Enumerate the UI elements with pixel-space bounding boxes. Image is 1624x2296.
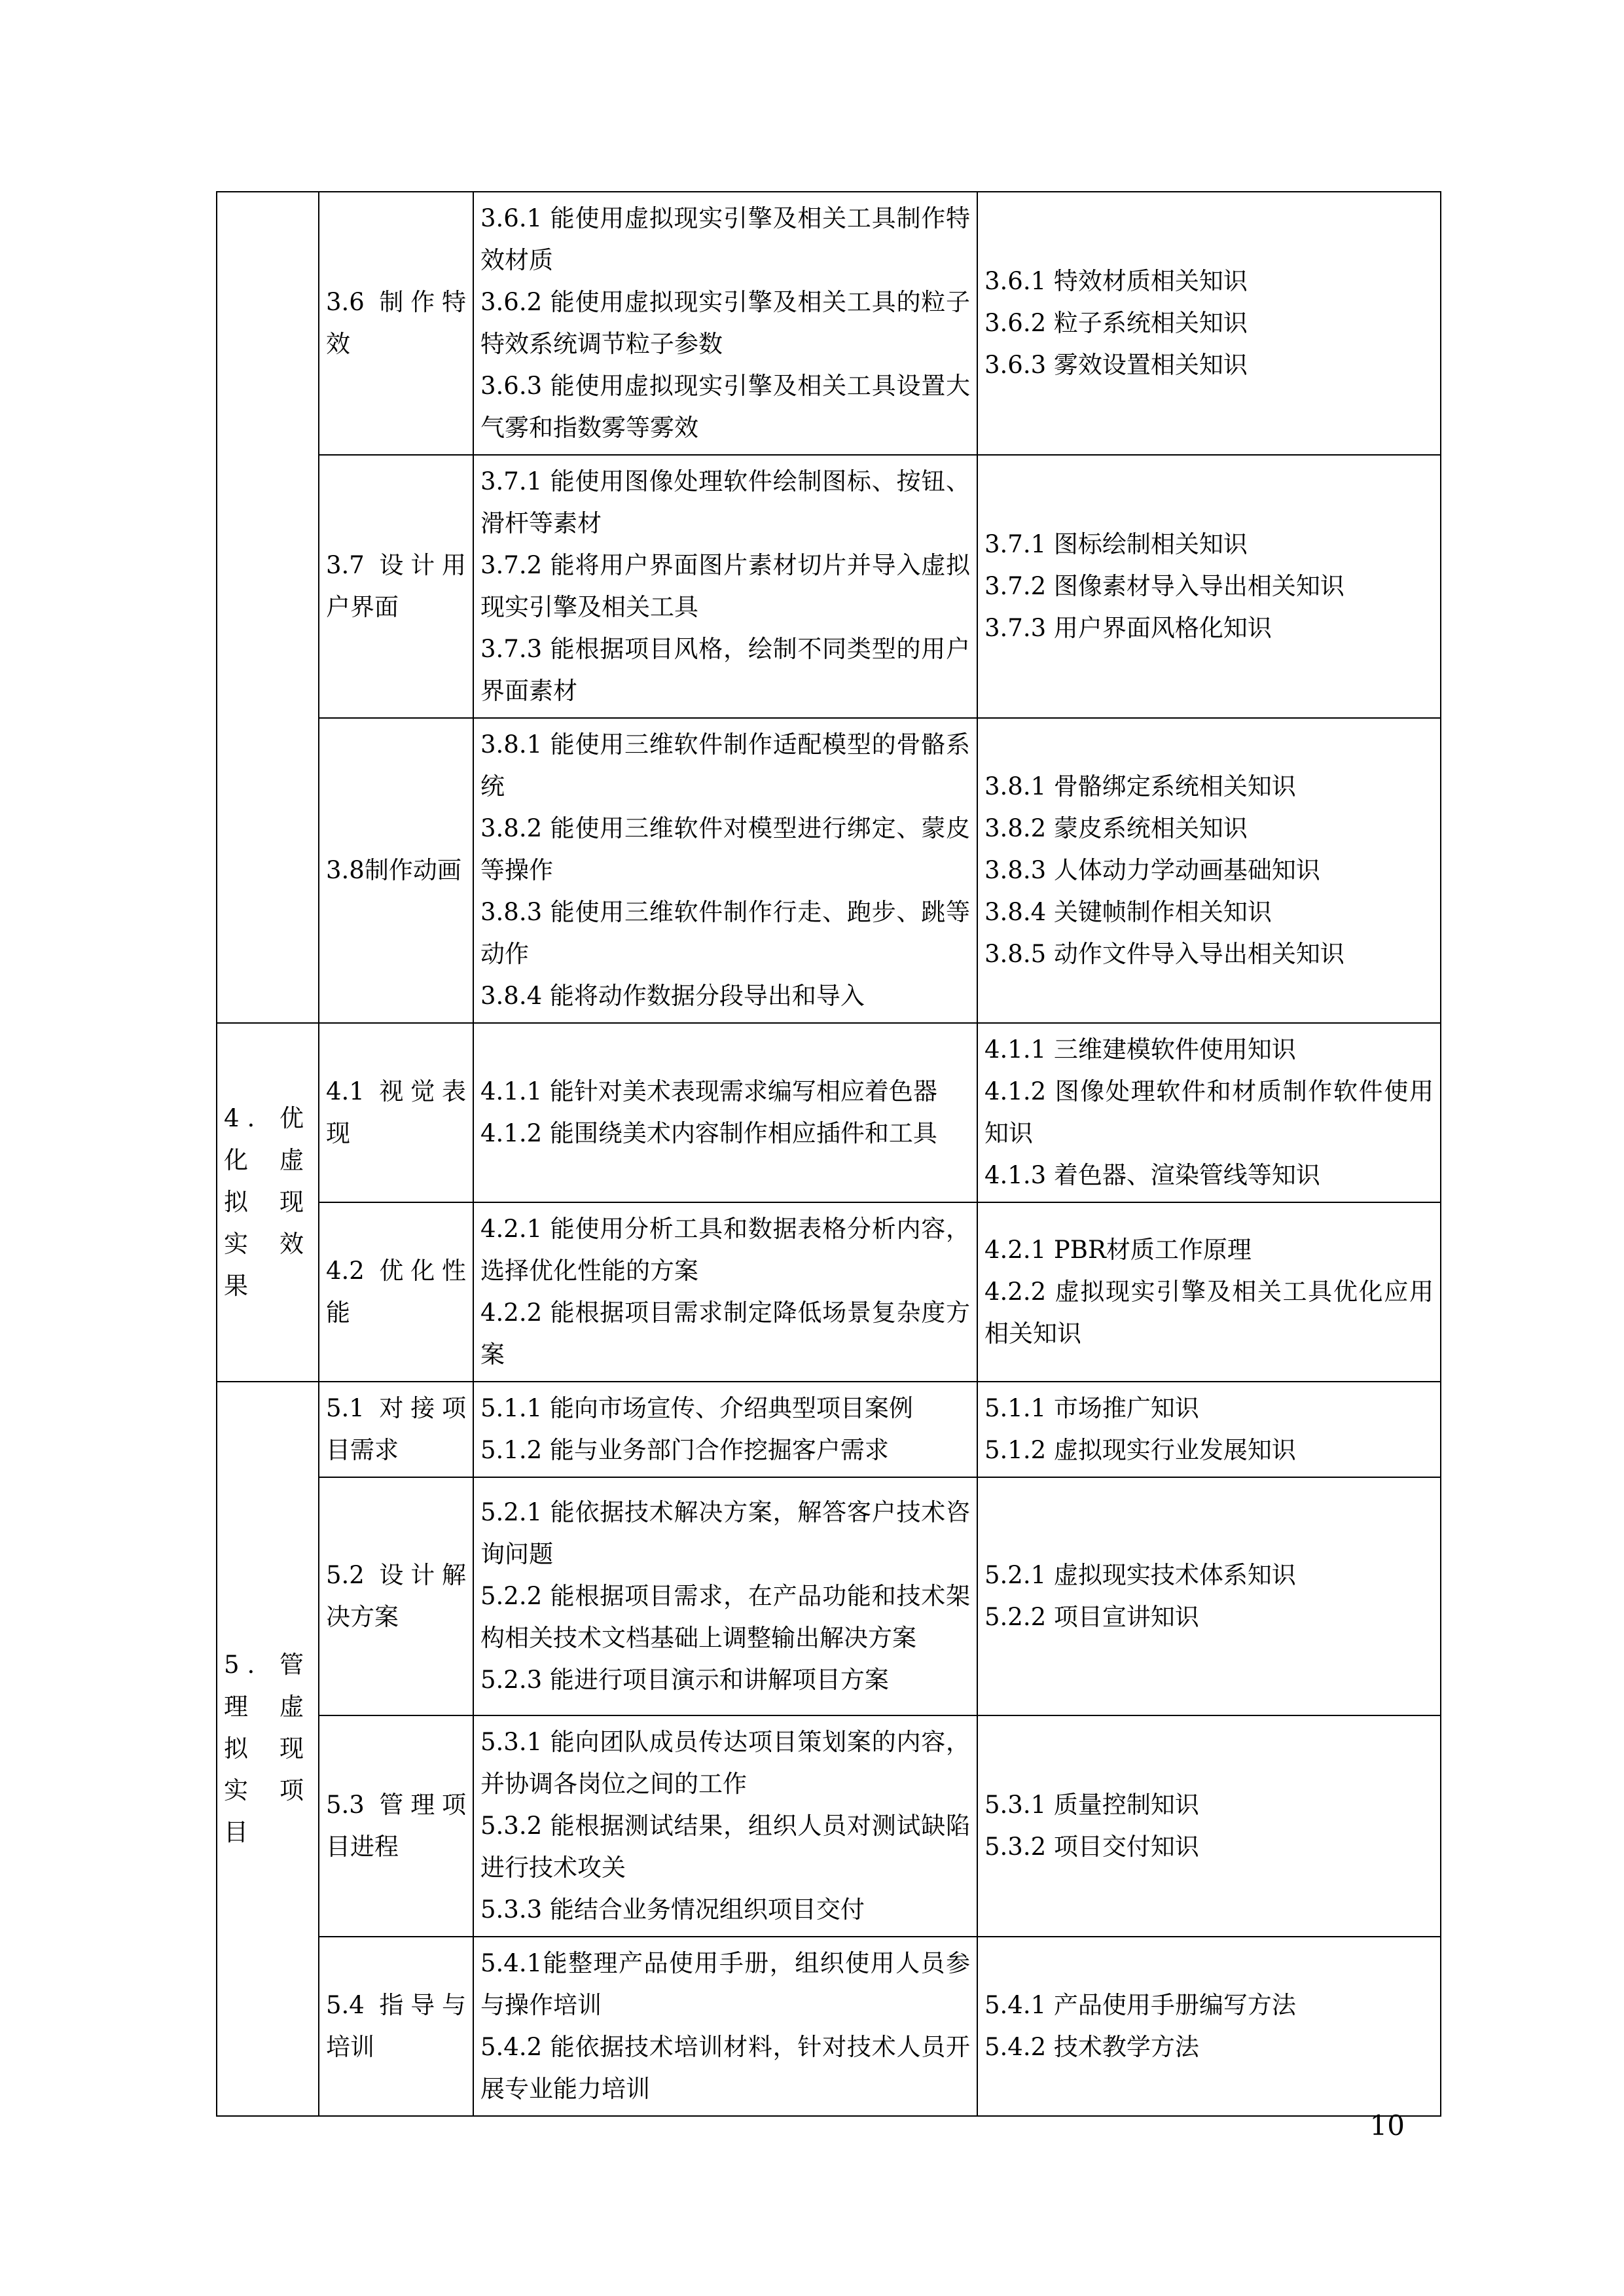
skills-cell xyxy=(473,718,977,1023)
unit-cell: 5.4 指导与培训 xyxy=(319,1937,473,2116)
skills-cell xyxy=(473,1715,977,1937)
knowledge-cell xyxy=(977,455,1441,718)
skill-item: 3.8.3 能使用三维软件制作行走、跑步、跳等动作 xyxy=(480,898,970,968)
knowledge-cell xyxy=(977,1382,1441,1477)
knowledge-item: 4.1.1 三维建模软件使用知识 xyxy=(984,1035,1296,1064)
table-row xyxy=(217,1477,1441,1715)
skill-item: 5.1.1 能向市场宣传、介绍典型项目案例 xyxy=(480,1394,913,1422)
knowledge-item: 5.2.1 虚拟现实技术体系知识 xyxy=(984,1561,1296,1589)
skill-item: 5.3.3 能结合业务情况组织项目交付 xyxy=(480,1895,865,1924)
knowledge-item: 3.7.3 用户界面风格化知识 xyxy=(984,614,1272,642)
unit-cell: 5.2 设计解决方案 xyxy=(319,1477,473,1715)
knowledge-cell xyxy=(977,1937,1441,2116)
knowledge-item: 3.8.3 人体动力学动画基础知识 xyxy=(984,856,1320,884)
skill-item: 3.8.4 能将动作数据分段导出和导入 xyxy=(480,982,865,1010)
table-row xyxy=(217,718,1441,1023)
skill-item: 3.7.2 能将用户界面图片素材切片并导入虚拟现实引擎及相关工具 xyxy=(480,551,970,621)
knowledge-item: 3.8.1 骨骼绑定系统相关知识 xyxy=(984,772,1296,800)
knowledge-item: 3.8.2 蒙皮系统相关知识 xyxy=(984,814,1248,842)
page-number: 10 xyxy=(1369,2109,1405,2142)
skill-item: 4.1.1 能针对美术表现需求编写相应着色器 xyxy=(480,1077,937,1105)
skill-item: 3.8.1 能使用三维软件制作适配模型的骨骼系统 xyxy=(480,730,970,800)
table-row xyxy=(217,1202,1441,1382)
knowledge-item: 4.1.2 图像处理软件和材质制作软件使用知识 xyxy=(984,1077,1434,1147)
knowledge-cell xyxy=(977,1023,1441,1202)
skill-item: 5.4.1能整理产品使用手册，组织使用人员参与操作培训 xyxy=(480,1949,970,2019)
knowledge-item: 4.2.1 PBR材质工作原理 xyxy=(984,1236,1252,1264)
skills-cell xyxy=(473,455,977,718)
function-cell-continued xyxy=(217,192,319,1023)
knowledge-cell xyxy=(977,1477,1441,1715)
table-row xyxy=(217,1382,1441,1477)
knowledge-item: 5.4.1 产品使用手册编写方法 xyxy=(984,1991,1296,2019)
function-cell: 4. 优化虚拟现实效果 xyxy=(217,1023,319,1382)
skill-item: 3.8.2 能使用三维软件对模型进行绑定、蒙皮等操作 xyxy=(480,814,970,884)
knowledge-item: 3.8.4 关键帧制作相关知识 xyxy=(984,898,1272,926)
knowledge-item: 5.2.2 项目宣讲知识 xyxy=(984,1603,1199,1631)
knowledge-item: 5.1.2 虚拟现实行业发展知识 xyxy=(984,1436,1296,1464)
knowledge-item: 3.6.2 粒子系统相关知识 xyxy=(984,309,1248,337)
knowledge-cell xyxy=(977,718,1441,1023)
unit-cell: 3.6 制作特效 xyxy=(319,192,473,455)
unit-cell: 4.1 视觉表现 xyxy=(319,1023,473,1202)
skill-item: 5.1.2 能与业务部门合作挖掘客户需求 xyxy=(480,1436,889,1464)
knowledge-item: 3.8.5 动作文件导入导出相关知识 xyxy=(984,940,1344,968)
knowledge-item: 5.4.2 技术教学方法 xyxy=(984,2033,1199,2061)
skill-item: 4.2.2 能根据项目需求制定降低场景复杂度方案 xyxy=(480,1299,970,1369)
table-row xyxy=(217,192,1441,455)
table-row xyxy=(217,1715,1441,1937)
skills-cell xyxy=(473,1202,977,1382)
skills-cell xyxy=(473,192,977,455)
skills-cell xyxy=(473,1382,977,1477)
unit-cell: 5.3 管理项目进程 xyxy=(319,1715,473,1937)
knowledge-item: 3.6.1 特效材质相关知识 xyxy=(984,267,1248,295)
knowledge-item: 4.2.2 虚拟现实引擎及相关工具优化应用相关知识 xyxy=(984,1278,1434,1348)
unit-cell: 4.2 优化性能 xyxy=(319,1202,473,1382)
unit-cell: 3.8制作动画 xyxy=(319,718,473,1023)
skill-item: 3.7.1 能使用图像处理软件绘制图标、按钮、滑杆等素材 xyxy=(480,467,970,537)
knowledge-item: 3.7.1 图标绘制相关知识 xyxy=(984,530,1248,558)
table-row xyxy=(217,1023,1441,1202)
skill-item: 5.2.2 能根据项目需求，在产品功能和技术架构相关技术文档基础上调整输出解决方案 xyxy=(480,1582,970,1652)
skill-item: 5.4.2 能依据技术培训材料，针对技术人员开展专业能力培训 xyxy=(480,2033,970,2103)
skills-cell xyxy=(473,1477,977,1715)
knowledge-item: 5.3.2 项目交付知识 xyxy=(984,1833,1199,1861)
table-row xyxy=(217,455,1441,718)
competency-table xyxy=(216,191,1441,2117)
knowledge-cell xyxy=(977,1715,1441,1937)
skill-item: 5.3.2 能根据测试结果，组织人员对测试缺陷进行技术攻关 xyxy=(480,1812,970,1882)
knowledge-item: 5.1.1 市场推广知识 xyxy=(984,1394,1199,1422)
skill-item: 5.3.1 能向团队成员传达项目策划案的内容，并协调各岗位之间的工作 xyxy=(480,1728,970,1798)
unit-cell: 5.1 对接项目需求 xyxy=(319,1382,473,1477)
knowledge-item: 3.7.2 图像素材导入导出相关知识 xyxy=(984,572,1344,600)
table-row xyxy=(217,1937,1441,2116)
unit-cell: 3.7 设计用户界面 xyxy=(319,455,473,718)
knowledge-item: 3.6.3 雾效设置相关知识 xyxy=(984,351,1248,379)
knowledge-item: 5.3.1 质量控制知识 xyxy=(984,1791,1199,1819)
skill-item: 3.6.3 能使用虚拟现实引擎及相关工具设置大气雾和指数雾等雾效 xyxy=(480,372,970,442)
knowledge-item: 4.1.3 着色器、渲染管线等知识 xyxy=(984,1161,1320,1189)
skill-item: 4.2.1 能使用分析工具和数据表格分析内容，选择优化性能的方案 xyxy=(480,1215,970,1285)
skill-item: 5.2.3 能进行项目演示和讲解项目方案 xyxy=(480,1666,889,1694)
skill-item: 3.6.1 能使用虚拟现实引擎及相关工具制作特效材质 xyxy=(480,204,970,274)
skill-item: 3.6.2 能使用虚拟现实引擎及相关工具的粒子特效系统调节粒子参数 xyxy=(480,288,970,358)
skill-item: 3.7.3 能根据项目风格，绘制不同类型的用户界面素材 xyxy=(480,635,970,705)
function-cell: 5. 管理虚拟现实项目 xyxy=(217,1382,319,2116)
skills-cell xyxy=(473,1023,977,1202)
skills-cell xyxy=(473,1937,977,2116)
skill-item: 4.1.2 能围绕美术内容制作相应插件和工具 xyxy=(480,1119,937,1147)
knowledge-cell xyxy=(977,1202,1441,1382)
skill-item: 5.2.1 能依据技术解决方案，解答客户技术咨询问题 xyxy=(480,1498,970,1568)
knowledge-cell xyxy=(977,192,1441,455)
